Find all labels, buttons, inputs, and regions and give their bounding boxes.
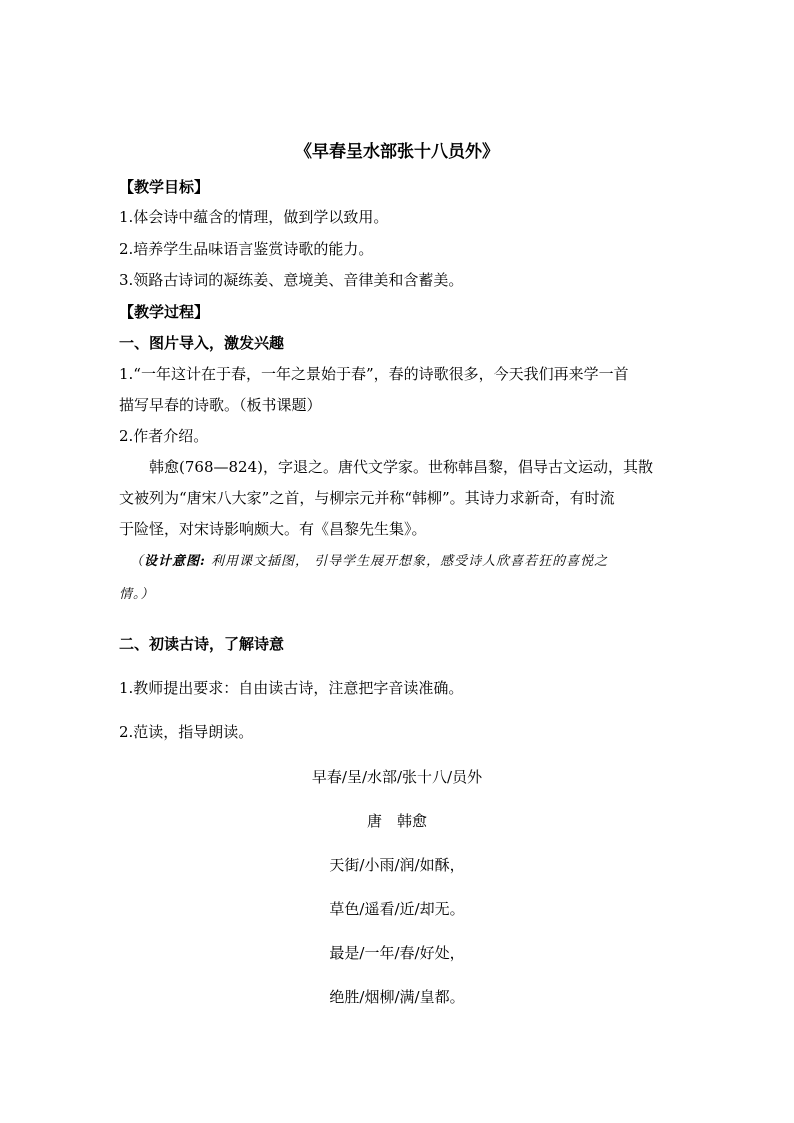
design-intent-label: 设计意图: <box>144 554 206 569</box>
document-title: 《早春呈水部张十八员外》 <box>295 142 499 162</box>
part1-item1-line1: 1.“一年这计在于春，一年之景始于春”，春的诗歌很多，今天我们再来学一首 <box>119 365 629 383</box>
section-heading-process: 【教学过程】 <box>119 303 210 321</box>
part2-item1: 1.教师提出要求：自由读古诗，注意把字音读准确。 <box>119 679 464 697</box>
poem-line-4: 绝胜/烟柳/满/皇都。 <box>329 988 465 1006</box>
design-intent <box>130 552 680 572</box>
poem-title: 早春/呈/水部/张十八/员外 <box>311 768 483 786</box>
part1-heading: 一、图片导入，激发兴趣 <box>119 334 285 352</box>
author-intro-line2: 文被列为“唐宋八大家”之首，与柳宗元并称“韩柳”。其诗力求新奇，有时流 <box>119 489 615 507</box>
design-open-paren: （ <box>130 554 145 569</box>
part1-item1-line2: 描写早春的诗歌。（板书课题） <box>119 396 322 414</box>
goal-item-2: 2.培养学生品味语言鉴赏诗歌的能力。 <box>119 240 374 258</box>
author-intro-line1: 韩愈(768—824)，字退之。唐代文学家。世称韩昌黎，倡导古文运动，其散 <box>149 458 653 476</box>
part2-item2: 2.范读，指导朗读。 <box>119 723 254 741</box>
poem-line-1: 天街/小雨/润/如酥， <box>329 856 465 874</box>
section-heading-goals: 【教学目标】 <box>119 178 210 196</box>
part1-item2: 2.作者介绍。 <box>119 427 209 445</box>
part2-heading: 二、初读古诗，了解诗意 <box>119 635 285 653</box>
design-intent-line2: 情。） <box>119 587 155 602</box>
author-intro-line3: 于险怪，对宋诗影响颇大。有《昌黎先生集》。 <box>119 520 427 538</box>
goal-item-1: 1.体会诗中蕴含的情理，做到学以致用。 <box>119 208 389 226</box>
poem-line-3: 最是/一年/春/好处， <box>329 944 465 962</box>
poem-line-2: 草色/遥看/近/却无。 <box>329 900 465 918</box>
design-intent-text: 利用课文插图， 引导学生展开想象，感受诗人欣喜若狂的喜悦之 <box>205 554 609 569</box>
goal-item-3: 3.领路古诗词的凝练姜、意境美、音律美和含蓄美。 <box>119 271 464 289</box>
poem-author: 唐 韩愈 <box>366 812 427 830</box>
